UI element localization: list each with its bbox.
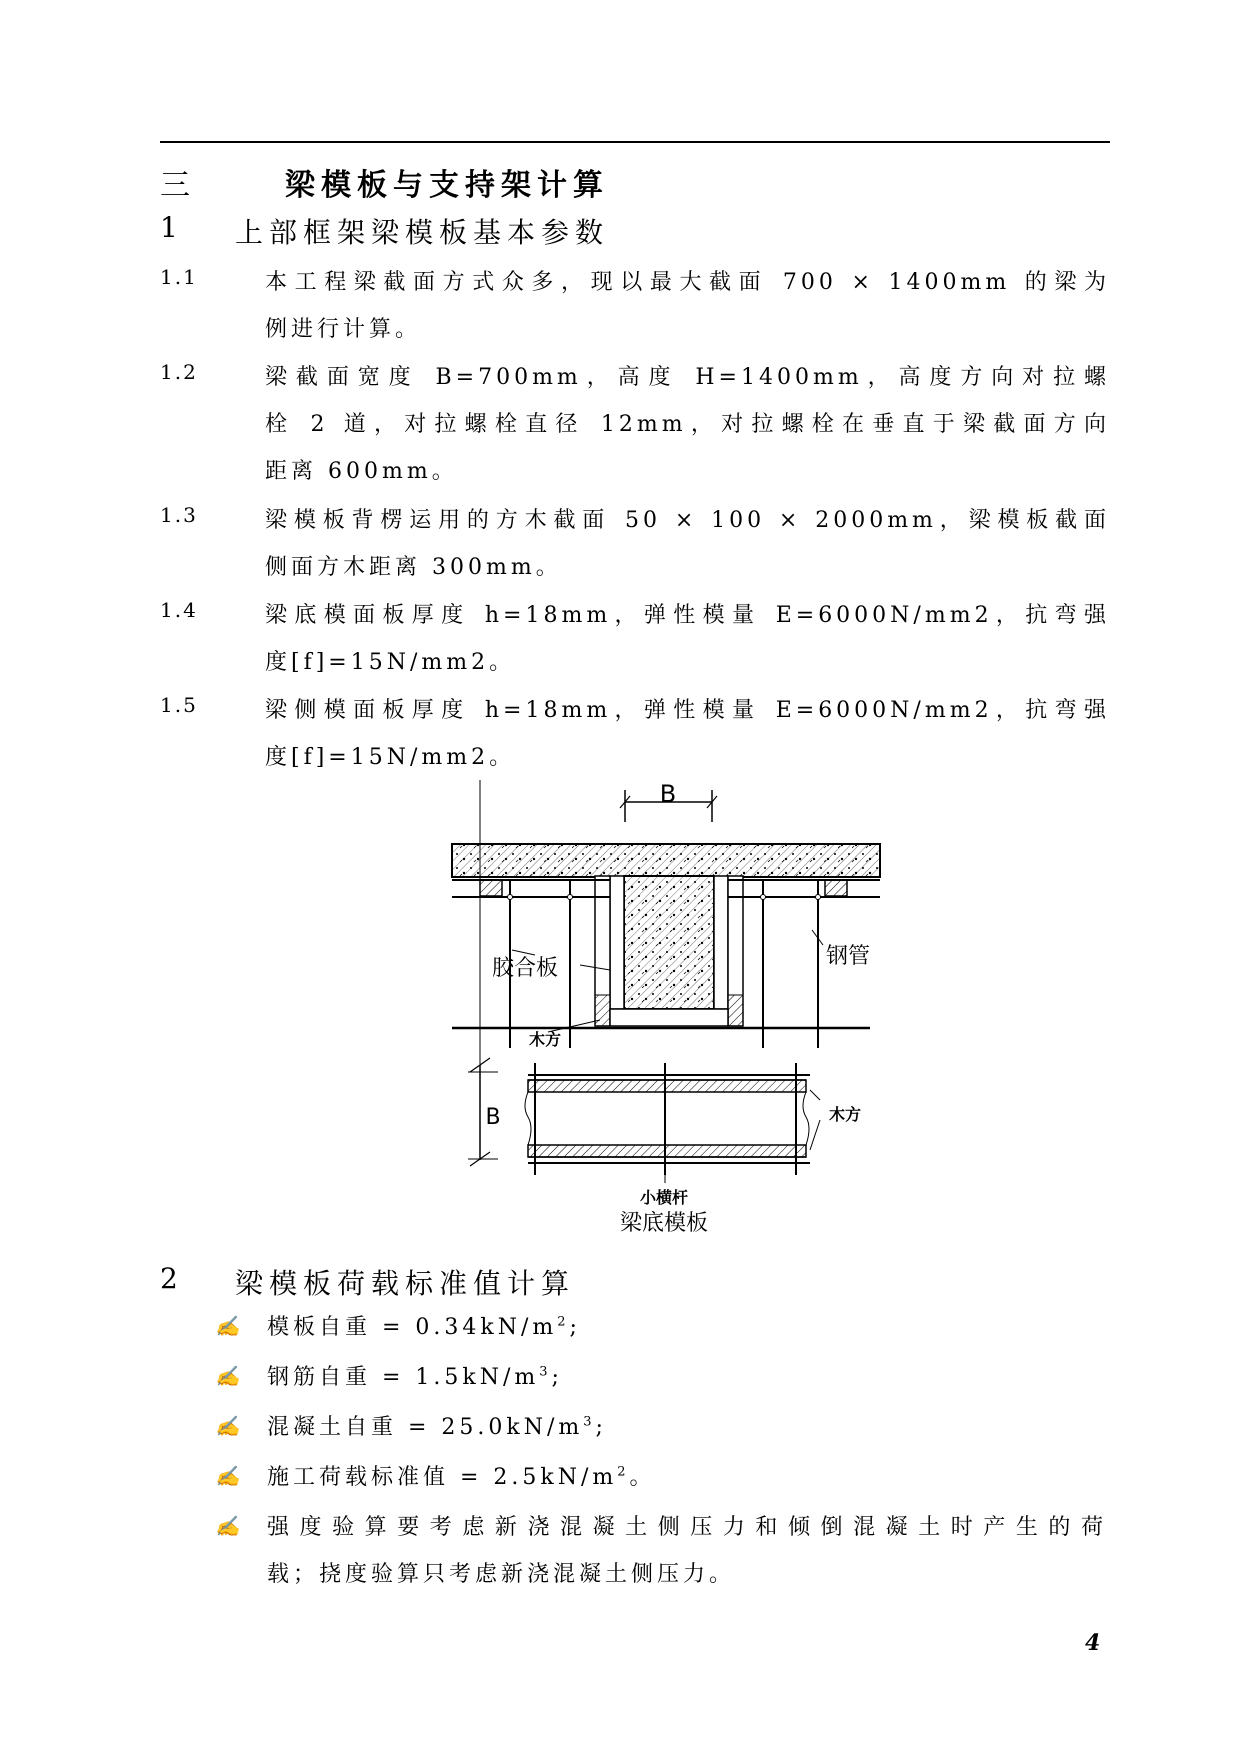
bullet-text: 强度验算要考虑新浇混凝土侧压力和倾倒混凝土时产生的荷 — [267, 1515, 1107, 1540]
section-title: 梁模板与支持架计算 — [285, 168, 609, 203]
subsection-number: 2 — [160, 1262, 184, 1295]
timber-label-top: 木方 — [528, 1030, 562, 1049]
item-line: 例进行计算。 — [265, 317, 422, 342]
small-bar-label: 小横杆 — [639, 1188, 689, 1207]
page-number: 4 — [1085, 1630, 1101, 1656]
subsection-title: 上部框架梁模板基本参数 — [235, 216, 610, 249]
pen-icon: ✍ — [215, 1464, 240, 1488]
b-side-label: B — [485, 1105, 501, 1130]
diagram-caption: 梁底模板 — [619, 1211, 709, 1236]
item-line: 梁侧模面板厚度 h=18mm，弹性模量 E=6000N/mm2，抗弯强 — [265, 698, 1110, 723]
header-rule — [160, 141, 1110, 143]
bullet-text: 模板自重 = $0.34kN/m^2$; — [267, 1314, 581, 1340]
steel-pipe-label: 钢管 — [825, 944, 871, 969]
item-line: 梁模板背楞运用的方木截面 50 × 100 × 2000mm，梁模板截面 — [265, 508, 1110, 533]
item-line: 侧面方木距离 300mm。 — [265, 555, 562, 580]
item-number: 1.4 — [160, 598, 198, 622]
bullet-text: 混凝土自重 = $25.0kN/m^3$; — [267, 1414, 607, 1440]
item-number: 1.1 — [160, 265, 198, 289]
pen-icon: ✍ — [215, 1414, 240, 1438]
b-top-label: B — [659, 780, 677, 808]
item-line: 梁底模面板厚度 h=18mm，弹性模量 E=6000N/mm2，抗弯强 — [265, 603, 1110, 628]
bullet-text: 施工荷载标准值 = $2.5kN/m^2$。 — [267, 1464, 656, 1490]
item-number: 1.5 — [160, 693, 198, 717]
pen-icon: ✍ — [215, 1364, 240, 1388]
item-line: 距离 600mm。 — [265, 459, 458, 484]
pen-icon: ✍ — [215, 1314, 240, 1338]
item-line: 度[f]=15N/mm2。 — [265, 745, 516, 770]
item-line: 栓 2 道，对拉螺栓直径 12mm，对拉螺栓在垂直于梁截面方向 — [265, 412, 1110, 437]
item-line: 度[f]=15N/mm2。 — [265, 650, 516, 675]
plywood-label: 胶合板 — [491, 956, 559, 981]
item-number: 1.2 — [160, 360, 198, 384]
bullet-text: 钢筋自重 = $1.5kN/m^3$; — [267, 1364, 563, 1390]
bullet-text: 载；挠度验算只考虑新浇混凝土侧压力。 — [267, 1562, 736, 1587]
beam-formwork-diagram — [440, 780, 920, 1250]
item-line: 梁截面宽度 B=700mm，高度 H=1400mm，高度方向对拉螺 — [265, 365, 1110, 390]
section-number: 三 — [160, 168, 196, 203]
item-number: 1.3 — [160, 503, 198, 527]
pen-icon: ✍ — [215, 1514, 240, 1538]
item-line: 本工程梁截面方式众多，现以最大截面 700 × 1400mm 的梁为 — [265, 270, 1110, 295]
subsection-number: 1 — [160, 211, 184, 244]
beam-formwork-figure — [440, 780, 920, 1250]
timber-label-side: 木方 — [828, 1105, 862, 1124]
subsection-title: 梁模板荷载标准值计算 — [235, 1267, 576, 1300]
